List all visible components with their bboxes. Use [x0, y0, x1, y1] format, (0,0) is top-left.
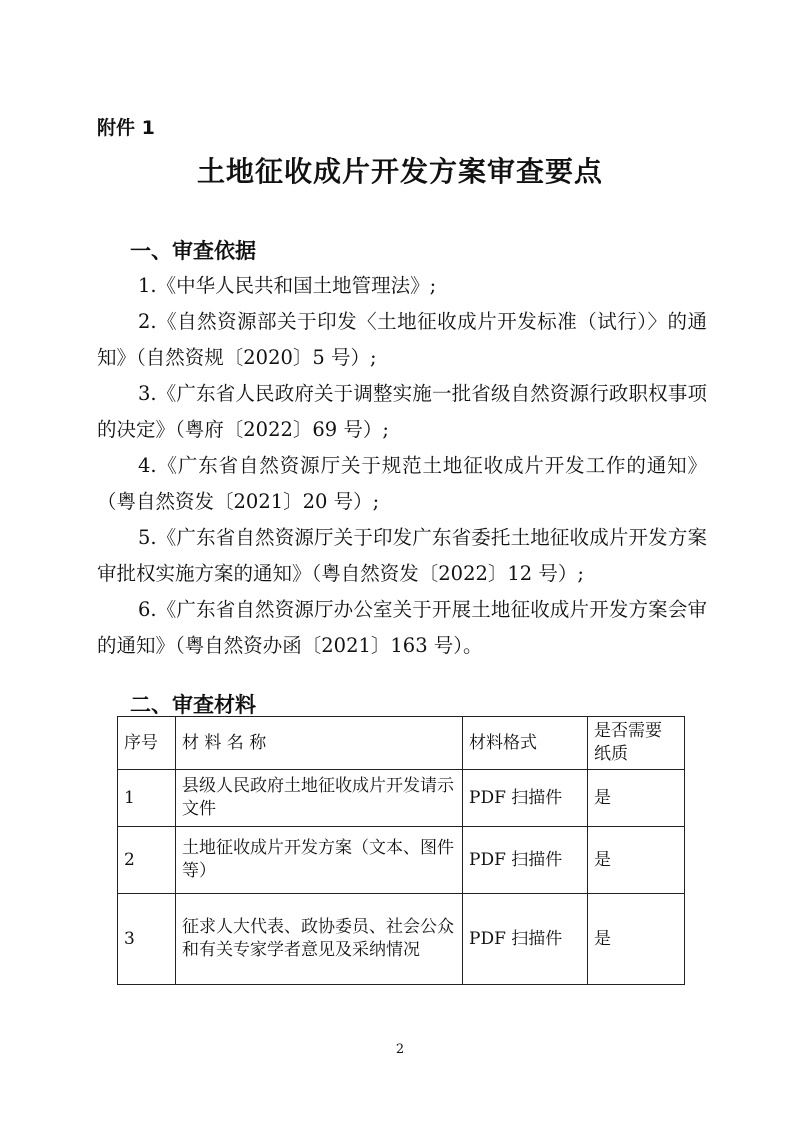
- table-row: [118, 827, 685, 894]
- cell-number: 2: [118, 827, 176, 894]
- basis-list: [97, 268, 707, 664]
- cell-paper: 是: [588, 894, 685, 985]
- section-heading-basis: 一、审查依据: [130, 239, 256, 263]
- cell-format: PDF 扫描件: [463, 827, 588, 894]
- table-row: [118, 894, 685, 985]
- column-header-number: 序号: [118, 717, 176, 770]
- cell-number: 1: [118, 770, 176, 827]
- document-title: 土地征收成片开发方案审查要点: [196, 155, 603, 188]
- column-header-name: 材 料 名 称: [176, 717, 463, 770]
- materials-table: [117, 716, 685, 985]
- column-header-format: 材料格式: [463, 717, 588, 770]
- basis-item: 3.《广东省人民政府关于调整实施一批省级自然资源行政职权事项的决定》（粤府〔2022〕69 号）;: [97, 382, 707, 441]
- basis-item: 2.《自然资源部关于印发〈土地征收成片开发标准（试行）〉的通知》（自然资规〔2020〕5 号）;: [97, 310, 707, 369]
- cell-number: 3: [118, 894, 176, 985]
- table-header-row: [118, 717, 685, 770]
- basis-item: 5.《广东省自然资源厅关于印发广东省委托土地征收成片开发方案审批权实施方案的通知》（粤自然资发〔2022〕12 号）;: [97, 526, 707, 585]
- page-number: 2: [395, 1042, 405, 1057]
- table-row: [118, 770, 685, 827]
- cell-format: PDF 扫描件: [463, 770, 588, 827]
- section-heading-materials: 二、审查材料: [130, 693, 256, 717]
- cell-name: 县级人民政府土地征收成片开发请示文件: [176, 770, 463, 827]
- column-header-paper: 是否需要纸质: [588, 717, 685, 770]
- cell-paper: 是: [588, 827, 685, 894]
- attachment-label: 附件 1: [97, 117, 155, 139]
- cell-paper: 是: [588, 770, 685, 827]
- cell-name: 征求人大代表、政协委员、社会公众和有关专家学者意见及采纳情况: [176, 894, 463, 985]
- cell-format: PDF 扫描件: [463, 894, 588, 985]
- basis-item: 4.《广东省自然资源厅关于规范土地征收成片开发工作的通知》（粤自然资发〔2021〕20 号）;: [97, 454, 707, 513]
- cell-name: 土地征收成片开发方案（文本、图件等）: [176, 827, 463, 894]
- basis-item: 6.《广东省自然资源厅办公室关于开展土地征收成片开发方案会审的通知》（粤自然资办函〔2021〕163 号）。: [97, 598, 707, 657]
- basis-item: 1.《中华人民共和国土地管理法》;: [138, 274, 437, 297]
